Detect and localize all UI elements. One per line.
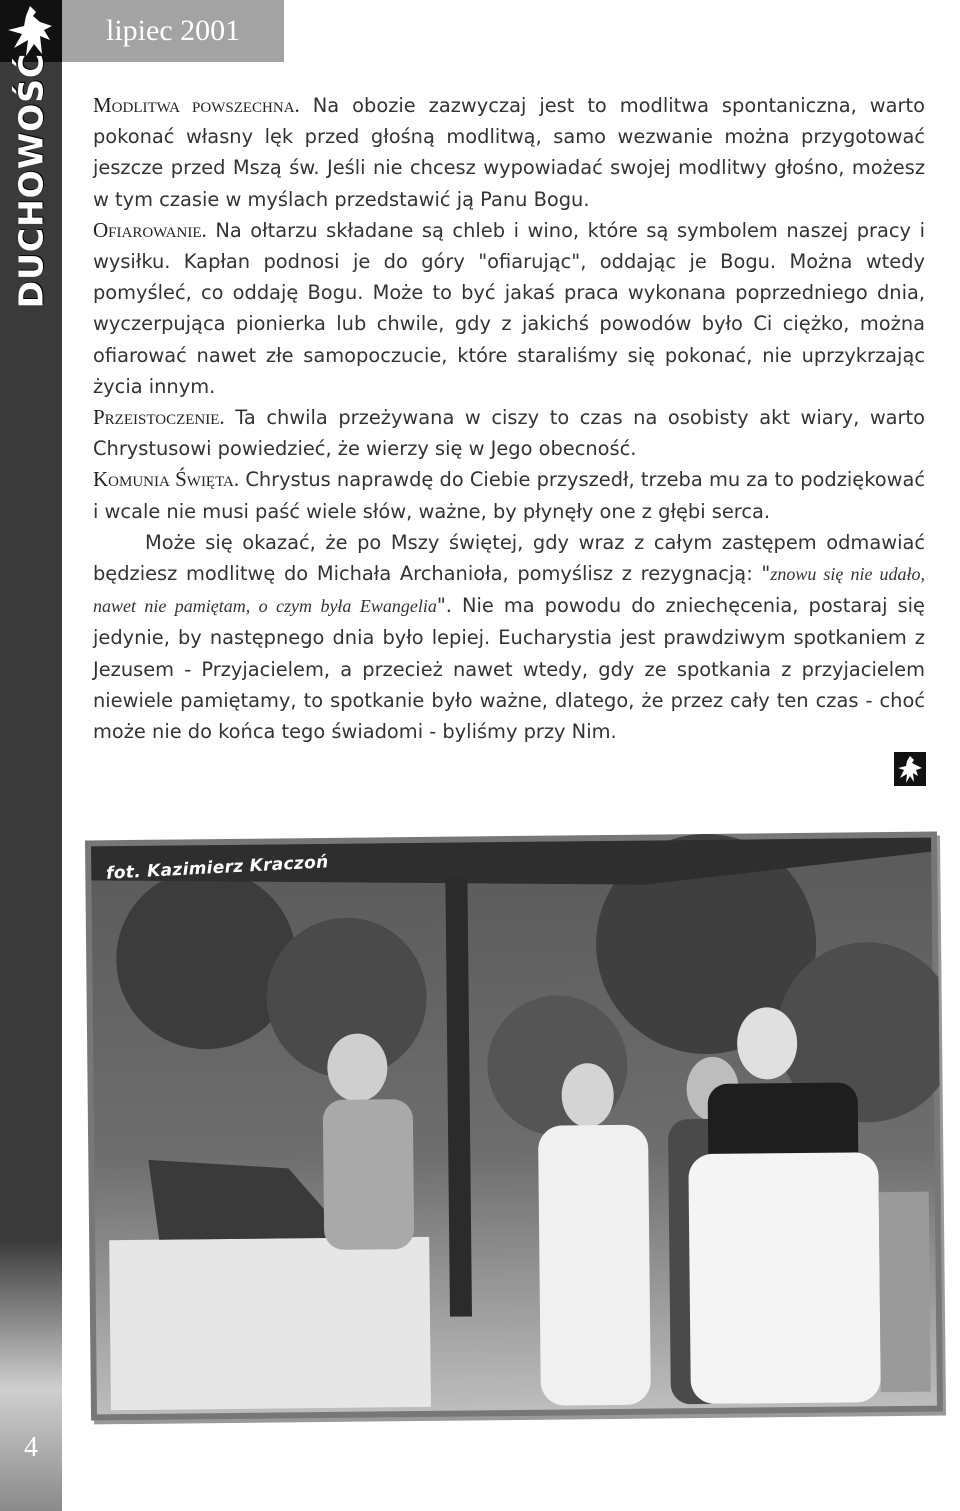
paragraph-text: Chrystus naprawdę do Ciebie przyszedł, trzeba mu za to podziękować i wcale nie musi paść wiele słów, ważne, by płynęły one z głębi serca. bbox=[93, 468, 925, 523]
paragraph-modlitwa bbox=[93, 90, 925, 215]
page-number: 4 bbox=[24, 1432, 38, 1463]
term-heading: Modlitwa powszechna. bbox=[93, 93, 300, 117]
term-heading: Ofiarowanie. bbox=[93, 217, 207, 242]
paragraph-text: Ta chwila przeżywana w ciszy to czas na osobisty akt wiary, warto Chrystusowi powiedzieć, że wierzy się w Jego obecność. bbox=[93, 406, 925, 461]
closing-text: Może się okazać, że po Mszy świętej, gdy wraz z całym zastępem odmawiać będziesz modlitwę do Michała Archanioła, pomyślisz z rezygnacją: " bbox=[93, 530, 925, 586]
end-of-article-icon bbox=[894, 752, 926, 786]
section-label: DUCHOWOŚĆ bbox=[11, 52, 51, 308]
term-heading: Komunia Święta. bbox=[93, 467, 240, 492]
paragraph-przeistoczenie bbox=[93, 402, 925, 464]
term-heading: Przeistoczenie. bbox=[93, 405, 225, 430]
paragraph-komunia bbox=[93, 464, 925, 526]
photo-credit: fot. Kazimierz Kraczoń bbox=[105, 852, 329, 884]
article-body bbox=[93, 90, 925, 747]
mass-photo-illustration bbox=[85, 832, 943, 1421]
paragraph-text: Na obozie zazwyczaj jest to modlitwa spontaniczna, warto pokonać własny lęk przed głośną modlitwą, samo wezwanie można przygotować jeszcze przed Mszą św. Jeśli nie chcesz wypowiadać swojej modlitwy głośno, możesz w tym czasie w myślach przedstawić ją Panu Bogu. bbox=[93, 94, 925, 211]
issue-date: lipiec 2001 bbox=[106, 14, 241, 47]
paragraph-ofiarowanie bbox=[93, 215, 925, 402]
closing-text-end: ". Nie ma powodu do zniechęcenia, postaraj się jedynie, by następnego dnia było lepiej. Eucharystia jest prawdziwym spotkaniem z Jezusem - Przyjacielem, a przecież nawet wtedy, gdy ze spotkania z przyjacielem niewiele pamiętamy, to spotkanie było ważne, dlatego, że przez cały ten czas - choć może nie do końca tego świadomi - byliśmy przy Nim. bbox=[93, 594, 925, 744]
photo bbox=[85, 832, 943, 1421]
closing-quote: znowu się nie udało, nawet nie pamiętam, o czym była Ewangelia bbox=[93, 564, 925, 617]
paragraph-text: Na ołtarzu składane są chleb i wino, które są symbolem naszej pracy i wysiłku. Kapłan podnosi je do góry "ofiarując", oddając je Bogu. Można wtedy pomyśleć, co oddaję Bogu. Może to być jakaś praca wykonana poprzedniego dnia, wyczerpująca pionierka lub chwile, gdy z jakichś powodów było Ci ciężko, można ofiarować nawet złe samopoczucie, które staraliśmy się pokonać, nie uprzykrzając życia innym. bbox=[93, 218, 925, 398]
paragraph-closing bbox=[93, 527, 925, 747]
